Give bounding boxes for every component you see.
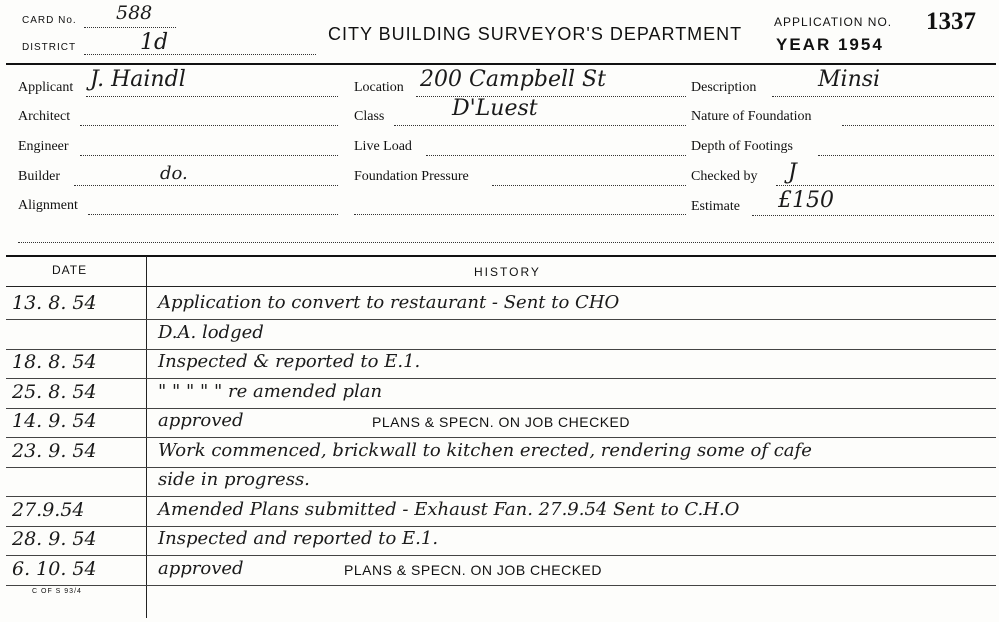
year-label: YEAR 1954 [776, 35, 884, 54]
location-label: Location [354, 80, 404, 95]
row-rule [6, 378, 996, 379]
nature-label: Nature of Foundation [691, 109, 812, 124]
estimate-label: Estimate [691, 199, 740, 214]
history-date: 28. 9. 54 [12, 528, 97, 550]
history-entry: Application to convert to restaurant - Sent to CHO [158, 292, 620, 313]
history-entry: approved [158, 558, 244, 579]
history-date: 6. 10. 54 [12, 558, 97, 580]
checked-stamp: PLANS & SPECN. ON JOB CHECKED [372, 414, 631, 430]
fields-bottom-line [18, 242, 994, 243]
history-header: HISTORY [474, 265, 541, 279]
header-divider [6, 63, 996, 65]
department-title: CITY BUILDING SURVEYOR'S DEPARTMENT [328, 24, 743, 44]
district-value: 1d [140, 30, 169, 55]
history-entry: Inspected and reported to E.1. [158, 528, 439, 549]
checked-value: J [788, 160, 797, 185]
depth-label: Depth of Footings [691, 139, 793, 154]
history-top-border [6, 255, 996, 257]
district-line [84, 54, 316, 55]
history-entry: " " " " " re amended plan [158, 381, 383, 402]
nature-line [842, 125, 994, 126]
row-rule [6, 319, 996, 320]
description-label: Description [691, 80, 757, 95]
blank-line [354, 214, 686, 215]
row-rule [6, 496, 996, 497]
history-entry: D.A. lodged [158, 322, 264, 343]
history-entry: Work commenced, brickwall to kitchen erected, rendering some of cafe [158, 440, 812, 461]
history-entry: Amended Plans submitted - Exhaust Fan. 27.9.54 Sent to C.H.O [158, 499, 740, 520]
application-no-value: 1337 [926, 8, 976, 35]
application-no-label: APPLICATION NO. [774, 15, 893, 29]
history-date: 13. 8. 54 [12, 292, 97, 314]
checked-stamp: PLANS & SPECN. ON JOB CHECKED [344, 562, 603, 578]
applicant-label: Applicant [18, 80, 74, 95]
row-rule [6, 526, 996, 527]
estimate-line [752, 215, 994, 216]
live-load-label: Live Load [354, 139, 412, 154]
builder-label: Builder [18, 169, 60, 184]
row-rule [6, 467, 996, 468]
live-load-line [426, 155, 686, 156]
builder-line [74, 185, 338, 186]
card-no-value: 588 [116, 2, 153, 24]
history-date: 23. 9. 54 [12, 440, 97, 462]
row-rule [6, 555, 996, 556]
depth-line [818, 155, 994, 156]
history-date: 25. 8. 54 [12, 381, 97, 403]
class-value: D'Luest [452, 96, 538, 121]
estimate-value: £150 [778, 188, 834, 213]
history-entry: approved [158, 410, 244, 431]
class-line [394, 125, 686, 126]
card-no-label: CARD No. [22, 15, 77, 26]
row-rule [6, 349, 996, 350]
foundation-pressure-line [492, 185, 686, 186]
checked-line [776, 185, 994, 186]
builder-value: do. [160, 163, 188, 184]
row-rule [6, 408, 996, 409]
row-rule [6, 585, 996, 586]
history-entry: side in progress. [158, 469, 310, 490]
district-label: DISTRICT [22, 42, 77, 53]
location-value: 200 Campbell St [420, 67, 606, 92]
alignment-label: Alignment [18, 198, 78, 213]
history-date: 14. 9. 54 [12, 410, 97, 432]
engineer-line [80, 155, 338, 156]
applicant-line [86, 96, 338, 97]
row-rule [6, 437, 996, 438]
description-value: Minsi [818, 67, 881, 92]
history-entry: Inspected & reported to E.1. [158, 351, 421, 372]
checked-label: Checked by [691, 169, 758, 184]
applicant-value: J. Haindl [90, 67, 186, 92]
class-label: Class [354, 109, 385, 124]
architect-line [80, 125, 338, 126]
card-no-line [84, 27, 176, 28]
foundation-pressure-label: Foundation Pressure [354, 169, 469, 184]
history-date: 27.9.54 [12, 499, 85, 521]
form-code: C OF S 93/4 [32, 588, 82, 595]
history-date: 18. 8. 54 [12, 351, 97, 373]
date-header: DATE [52, 263, 88, 277]
alignment-line [88, 214, 338, 215]
history-header-divider [6, 286, 996, 287]
description-line [772, 96, 994, 97]
engineer-label: Engineer [18, 139, 69, 154]
architect-label: Architect [18, 109, 71, 124]
